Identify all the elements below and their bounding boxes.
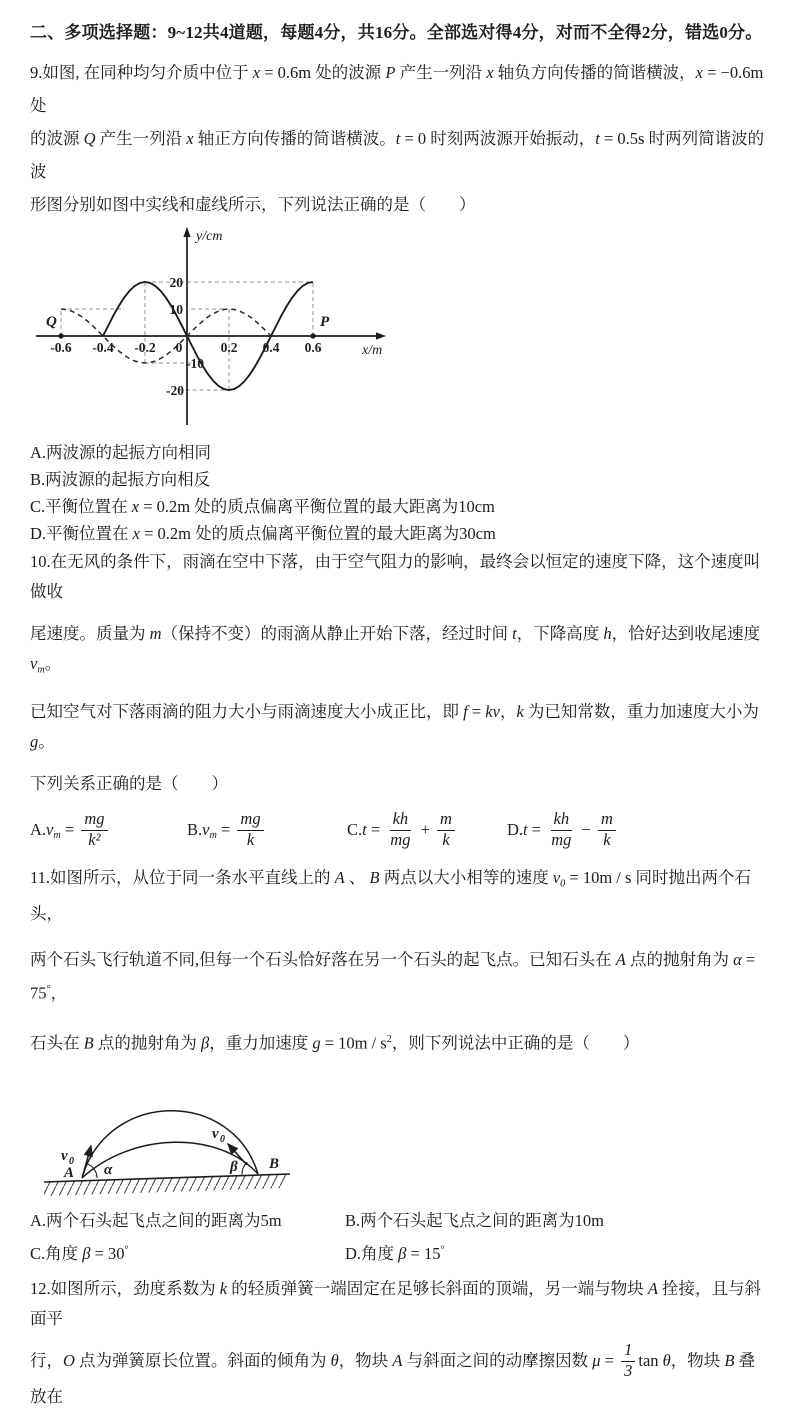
source-label-P: P <box>320 314 330 330</box>
question-12 <box>30 1274 770 1412</box>
question-11-stem-line-3: 石头在 B 点的抛射角为 β，重力加速度 $g = 10m / s^2$，则下列说法中正确的是（ ） <box>30 1033 640 1053</box>
y-tick-label: 20 <box>169 275 183 290</box>
question-10-options <box>30 811 770 851</box>
question-11-stem-line-2: 两个石头飞行轨道不同,但每一个石头恰好落在另一个石头的起飞点。已知石头在 A 点的抛射角为 α = 75°， <box>30 950 756 1003</box>
x-tick-label: 0.4 <box>262 340 280 355</box>
question-11 <box>30 863 770 1264</box>
x-tick-label: 0.6 <box>304 340 322 355</box>
question-9-option-a: A.两波源的起振方向相同 <box>30 443 212 462</box>
y-axis-title: y/cm <box>196 229 223 244</box>
y-tick-label: 10 <box>169 302 183 317</box>
source-point-P <box>310 333 315 338</box>
projectile-diagram <box>32 1074 770 1203</box>
question-10-stem-line-1: 10.在无风的条件下，雨滴在空中下落，由于空气阻力的影响，最终会以恒定的速度下降，这个速度叫做收 <box>30 552 761 601</box>
beta-label: β <box>230 1159 238 1176</box>
v0-label-a: v <box>61 1148 68 1165</box>
x-tick-label: 0 <box>175 340 183 355</box>
question-11-option-a: A.两个石头起飞点之间的距离为5m <box>30 1211 282 1231</box>
question-9-option-d: D.平衡位置在 x = 0.2m 处的质点偏离平衡位置的最大距离为30cm <box>30 524 496 543</box>
question-11-option-c: C.角度 β = 30° <box>30 1244 129 1264</box>
point-b-label: B <box>269 1156 280 1173</box>
question-10-option-c: C.t = $\frac{kh}{mg}$ + $\frac{m}{k}$ <box>347 811 507 851</box>
question-10-option-a: A.vm = $\frac{mg}{\text{k²}}$ <box>30 811 187 851</box>
question-11-option-d: D.角度 β = 15° <box>345 1244 445 1264</box>
x-axis-title: x/m <box>362 343 383 358</box>
question-9-stem-line-2: 的波源 Q 产生一列沿 x 轴正方向传播的简谐横波。t = 0 时刻两波源开始振动，t = 0.5s 时两列简谐波的波 <box>30 129 765 181</box>
y-tick-label: -20 <box>166 383 184 398</box>
question-11-options <box>30 1207 770 1264</box>
source-label-Q: Q <box>46 314 57 330</box>
question-10-stem-line-4: 下列关系正确的是（ ） <box>30 774 228 794</box>
source-point-Q <box>58 333 63 338</box>
x-tick-label: -0.4 <box>92 340 114 355</box>
question-12-stem-line-1: 12.如图所示，劲度系数为 k 的轻质弹簧一端固定在足够长斜面的顶端，另一端与物块 A 拴接，且与斜面平 <box>30 1279 762 1329</box>
question-11-option-b: B.两个石头起飞点之间的距离为10m <box>345 1211 604 1231</box>
question-11-stem-line-1: 11.如图所示，从位于同一条水平直线上的 A 、 B 两点以大小相等的速度 v0 = 10m / s 同时抛出两个石头， <box>30 868 752 924</box>
x-tick-label: -0.2 <box>134 340 156 355</box>
question-9-stem-line-3: 形图分别如图中实线和虚线所示，下列说法正确的是（ ） <box>30 195 476 214</box>
question-9 <box>30 56 770 547</box>
point-a-label: A <box>64 1165 75 1182</box>
alpha-label: α <box>104 1162 113 1179</box>
question-9-option-b: B.两波源的起振方向相反 <box>30 470 211 489</box>
question-9-options <box>30 439 770 547</box>
wave-chart <box>32 223 770 433</box>
question-10-stem-line-2: 尾速度。质量为 m（保持不变）的雨滴从静止开始下落，经过时间 t，下降高度 h，恰好达到收尾速度 vm。 <box>30 624 761 676</box>
wave-chart-svg <box>32 223 392 428</box>
question-10-stem-line-3: 已知空气对下落雨滴的阻力大小与雨滴速度大小成正比，即 f = kv，k 为已知常数，重力加速度大小为 g。 <box>30 702 759 752</box>
question-12-stem-line-2: 行，O 点为弹簧原长位置。斜面的倾角为 θ，物块 A 与斜面之间的动摩擦因数 μ = $\frac{1}{3}$ tan θ，物块 B 叠放在 <box>30 1340 756 1407</box>
y-tick-label: -10 <box>186 356 204 371</box>
x-tick-label: 0.2 <box>220 340 238 355</box>
projectile-diagram-svg <box>32 1074 302 1198</box>
question-10 <box>30 547 770 851</box>
v0-sub-b: 0 <box>220 1134 225 1146</box>
v0-sub-a: 0 <box>69 1156 74 1168</box>
question-9-stem-line-1: 9.如图, 在同种均匀介质中位于 x = 0.6m 处的波源 P 产生一列沿 x 轴负方向传播的简谐横波，x = −0.6m 处 <box>30 63 764 115</box>
x-axis-arrow <box>376 332 386 339</box>
question-10-option-d: D.t = $\frac{kh}{mg}$ − $\frac{m}{k}$ <box>507 811 770 851</box>
section-header: 二、多项选择题：9~12共4道题，每题4分，共16分。全部选对得4分，对而不全得2分，错选0分。 <box>30 23 763 42</box>
question-10-option-b: B.vm = $\frac{mg}{k}$ <box>187 811 347 851</box>
y-axis-arrow <box>183 227 190 237</box>
question-9-option-c: C.平衡位置在 x = 0.2m 处的质点偏离平衡位置的最大距离为10cm <box>30 497 495 516</box>
x-tick-label: -0.6 <box>50 340 72 355</box>
v0-label-b: v <box>212 1126 219 1143</box>
